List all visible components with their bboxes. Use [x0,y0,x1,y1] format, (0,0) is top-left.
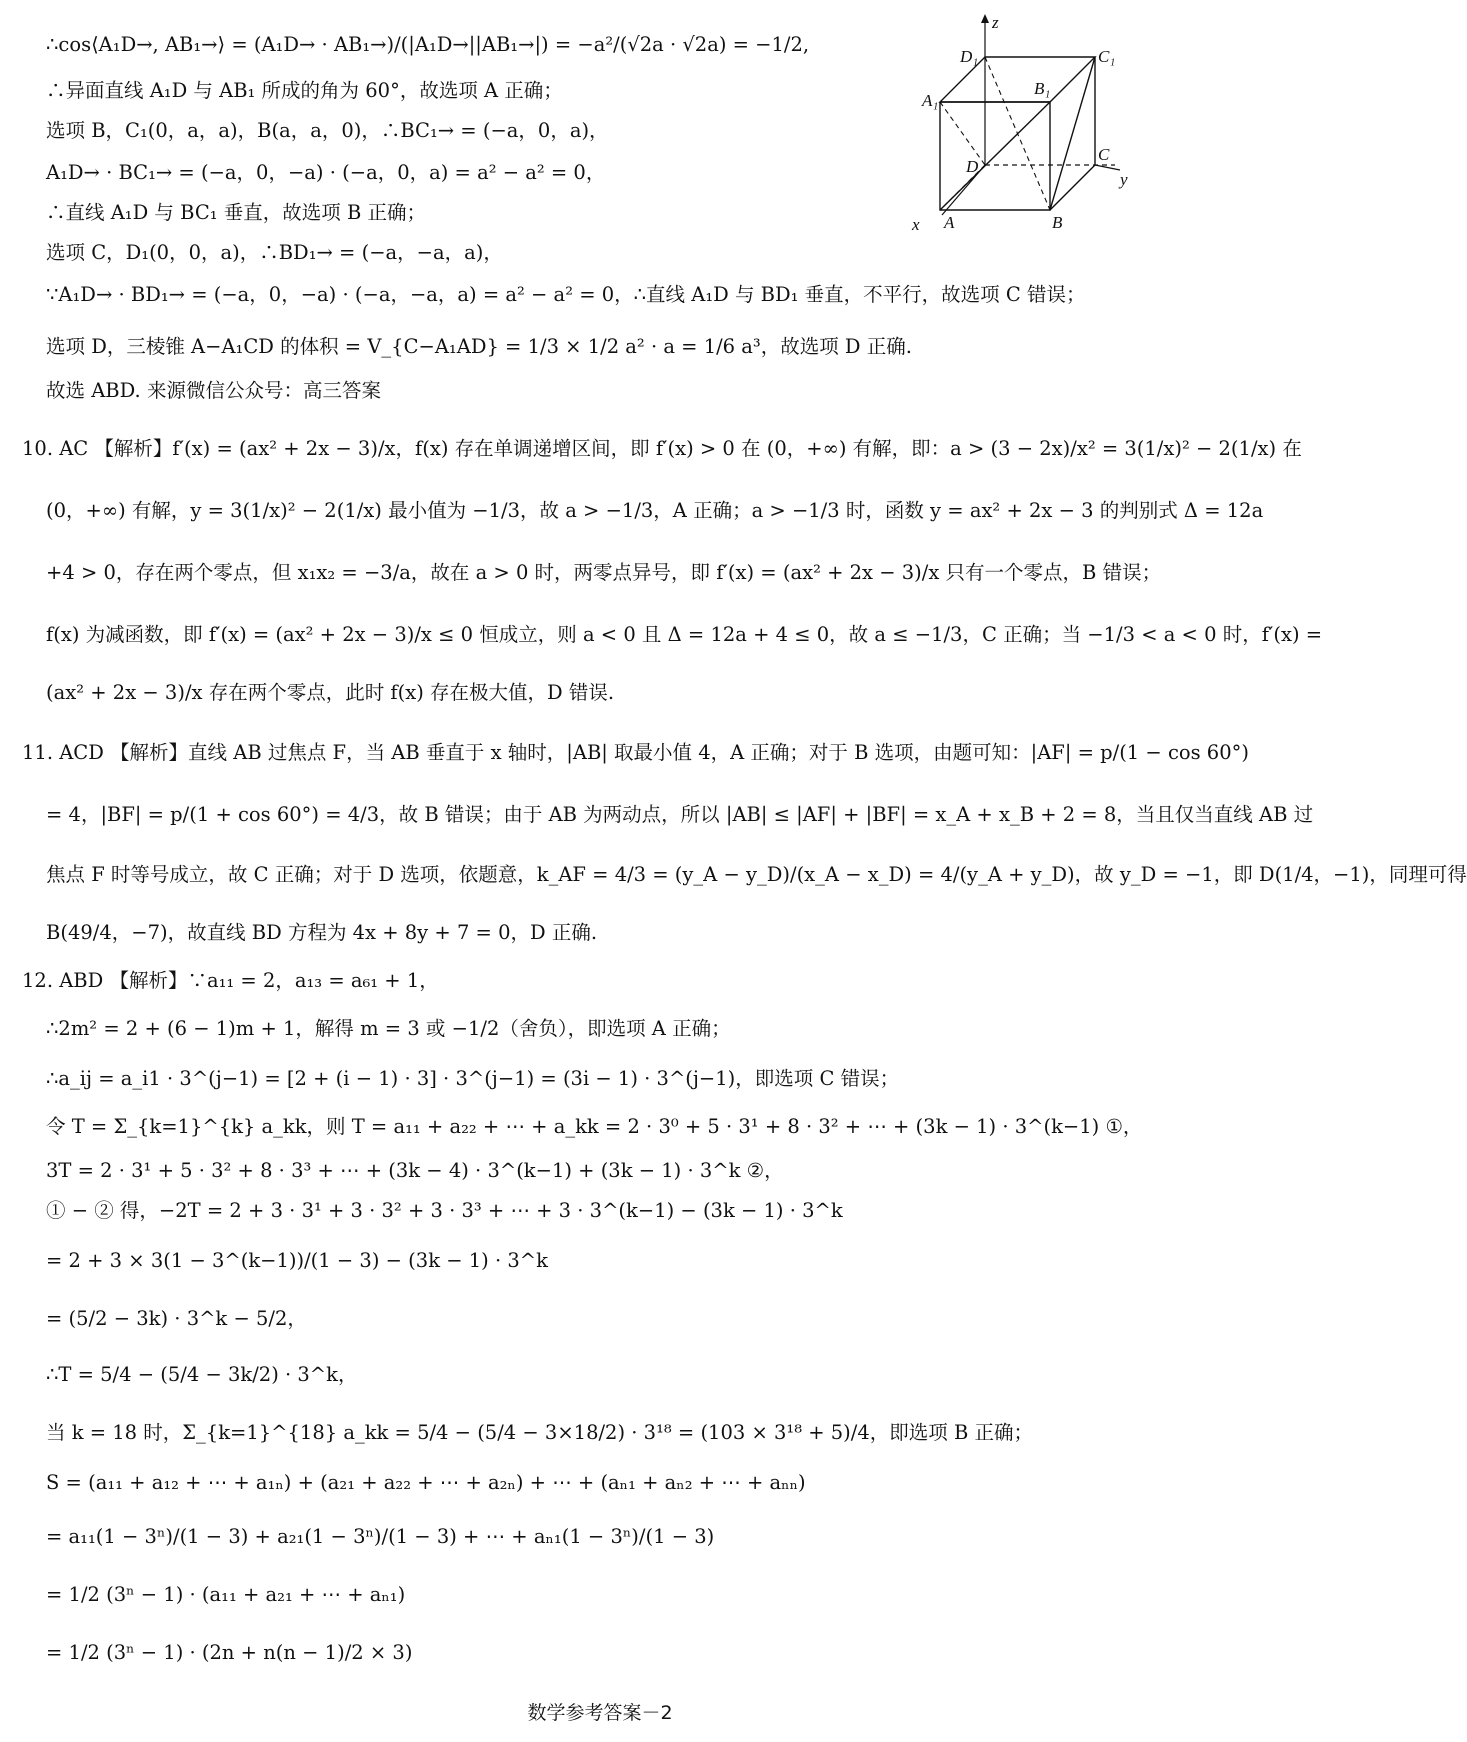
text-line: ① − ② 得，−2T = 2 + 3 · 3¹ + 3 · 3² + 3 · 3³ + ⋯ + 3 · 3^(k−1) − (3k − 1) · 3^k [46,1199,843,1222]
z-axis-arrow [981,14,989,23]
text-line: ∴cos⟨A₁D→, AB₁→⟩ = (A₁D→ · AB₁→)/(|A₁D→||AB₁→|) = −a²/(√2a · √2a) = −1/2, [46,33,810,56]
label-b: B [1052,213,1063,232]
text-line: f(x) 为减函数，即 f′(x) = (ax² + 2x − 3)/x ≤ 0 恒成立，则 a < 0 且 Δ = 12a + 4 ≤ 0，故 a ≤ −1/3，C 正确；当 −1/3 < a < 0 时，f′(x) = [46,623,1323,646]
label-a: A [944,213,955,232]
label-d1: D₁ [960,47,979,66]
text-line: = 4，|BF| = p/(1 + cos 60°) = 4/3，故 B 错误；由于 AB 为两动点，所以 |AB| ≤ |AF| + |BF| = x_A + x_B + 2 = 8，当且仅当直线 AB 过 [46,803,1314,826]
text-line: ∴T = 5/4 − (5/4 − 3k/2) · 3^k， [46,1363,358,1386]
text-line: (0，+∞) 有解，y = 3(1/x)² − 2(1/x) 最小值为 −1/3，故 a > −1/3，A 正确；a > −1/3 时，函数 y = ax² + 2x − 3 的判别式 Δ = 12a [46,499,1264,522]
text-line: 3T = 2 · 3¹ + 5 · 3² + 8 · 3³ + ⋯ + (3k − 4) · 3^(k−1) + (3k − 1) · 3^k ②， [46,1159,784,1182]
text-line: 令 T = Σ_{k=1}^{k} a_kk，则 T = a₁₁ + a₂₂ + ⋯ + a_kk = 2 · 3⁰ + 5 · 3¹ + 8 · 3² + ⋯ + (3k − 1) · 3^(k−1) ①， [46,1115,1143,1138]
text-line: +4 > 0，存在两个零点，但 x₁x₂ = −3/a，故在 a > 0 时，两零点异号，即 f′(x) = (ax² + 2x − 3)/x 只有一个零点，B 错误； [46,561,1162,584]
label-c1: C₁ [1098,47,1116,66]
text-line: ∵A₁D→ · BD₁→ = (−a，0，−a) · (−a，−a，a) = a² − a² = 0，∴直线 A₁D 与 BD₁ 垂直，不平行，故选项 C 错误； [46,283,1086,306]
label-y: y [1120,170,1128,189]
text-line: 12. ABD 【解析】∵a₁₁ = 2，a₁₃ = a₆₁ + 1， [22,969,439,992]
text-line: = 2 + 3 × 3(1 − 3^(k−1))/(1 − 3) − (3k − 1) · 3^k [46,1249,548,1272]
text-line: 选项 D，三棱锥 A−A₁CD 的体积 = V_{C−A₁AD} = 1/3 × 1/2 a² · a = 1/6 a³，故选项 D 正确. [46,335,912,358]
label-b1: B₁ [1034,79,1051,98]
text-line: 11. ACD 【解析】直线 AB 过焦点 F，当 AB 垂直于 x 轴时，|AB| 取最小值 4，A 正确；对于 B 选项，由题可知：|AF| = p/(1 − cos 60°) [22,741,1249,764]
label-d: D [966,157,979,176]
text-line: (ax² + 2x − 3)/x 存在两个零点，此时 f(x) 存在极大值，D 错误. [46,681,615,704]
text-line: ∴异面直线 A₁D 与 AB₁ 所成的角为 60°，故选项 A 正确； [46,79,563,102]
text-line: 焦点 F 时等号成立，故 C 正确；对于 D 选项，依题意，k_AF = 4/3 = (y_A − y_D)/(x_A − x_D) = 4/(y_A + y_D)，故 y_D = −1，即 D(1/4，−1)，同理可得 [46,863,1467,886]
label-x: x [912,215,920,234]
text-line: S = (a₁₁ + a₁₂ + ⋯ + a₁ₙ) + (a₂₁ + a₂₂ + ⋯ + a₂ₙ) + ⋯ + (aₙ₁ + aₙ₂ + ⋯ + aₙₙ) [46,1471,806,1494]
text-line: = a₁₁(1 − 3ⁿ)/(1 − 3) + a₂₁(1 − 3ⁿ)/(1 − 3) + ⋯ + aₙ₁(1 − 3ⁿ)/(1 − 3) [46,1525,715,1548]
text-line: B(49/4，−7)，故直线 BD 方程为 4x + 8y + 7 = 0，D 正确. [46,921,598,944]
text-line: 当 k = 18 时，Σ_{k=1}^{18} a_kk = 5/4 − (5/4 − 3×18/2) · 3¹⁸ = (103 × 3¹⁸ + 5)/4，即选项 B 正确； [46,1421,1033,1444]
page-footer: 数学参考答案－2 [527,1702,673,1724]
text-line: ∴a_ij = a_i1 · 3^(j−1) = [2 + (i − 1) · 3] · 3^(j−1) = (3i − 1) · 3^(j−1)，即选项 C 错误； [46,1067,900,1090]
label-z: z [992,13,999,32]
label-a1: A₁ [922,91,939,110]
text-line: 选项 C，D₁(0，0，a)，∴BD₁→ = (−a，−a，a)， [46,241,503,264]
text-line: = 1/2 (3ⁿ − 1) · (2n + n(n − 1)/2 × 3) [46,1641,413,1664]
text-line: = (5/2 − 3k) · 3^k − 5/2， [46,1307,307,1330]
text-line: ∴2m² = 2 + (6 − 1)m + 1，解得 m = 3 或 −1/2（舍负），即选项 A 正确； [46,1017,731,1040]
text-line: A₁D→ · BC₁→ = (−a，0，−a) · (−a，0，a) = a² − a² = 0， [46,161,606,184]
label-c: C [1098,145,1110,164]
text-line: 10. AC 【解析】f′(x) = (ax² + 2x − 3)/x，f(x) 存在单调递增区间，即 f′(x) > 0 在 (0，+∞) 有解，即：a > (3 − 2x)/x² = 3(1/x)² − 2(1/x) 在 [22,437,1302,460]
text-line: 故选 ABD. 来源微信公众号：高三答案 [46,379,381,402]
text-line: ∴直线 A₁D 与 BC₁ 垂直，故选项 B 正确； [46,201,426,224]
text-line: 选项 B，C₁(0，a，a)，B(a，a，0)，∴BC₁→ = (−a，0，a)， [46,119,609,142]
text-line: = 1/2 (3ⁿ − 1) · (a₁₁ + a₂₁ + ⋯ + aₙ₁) [46,1583,406,1606]
